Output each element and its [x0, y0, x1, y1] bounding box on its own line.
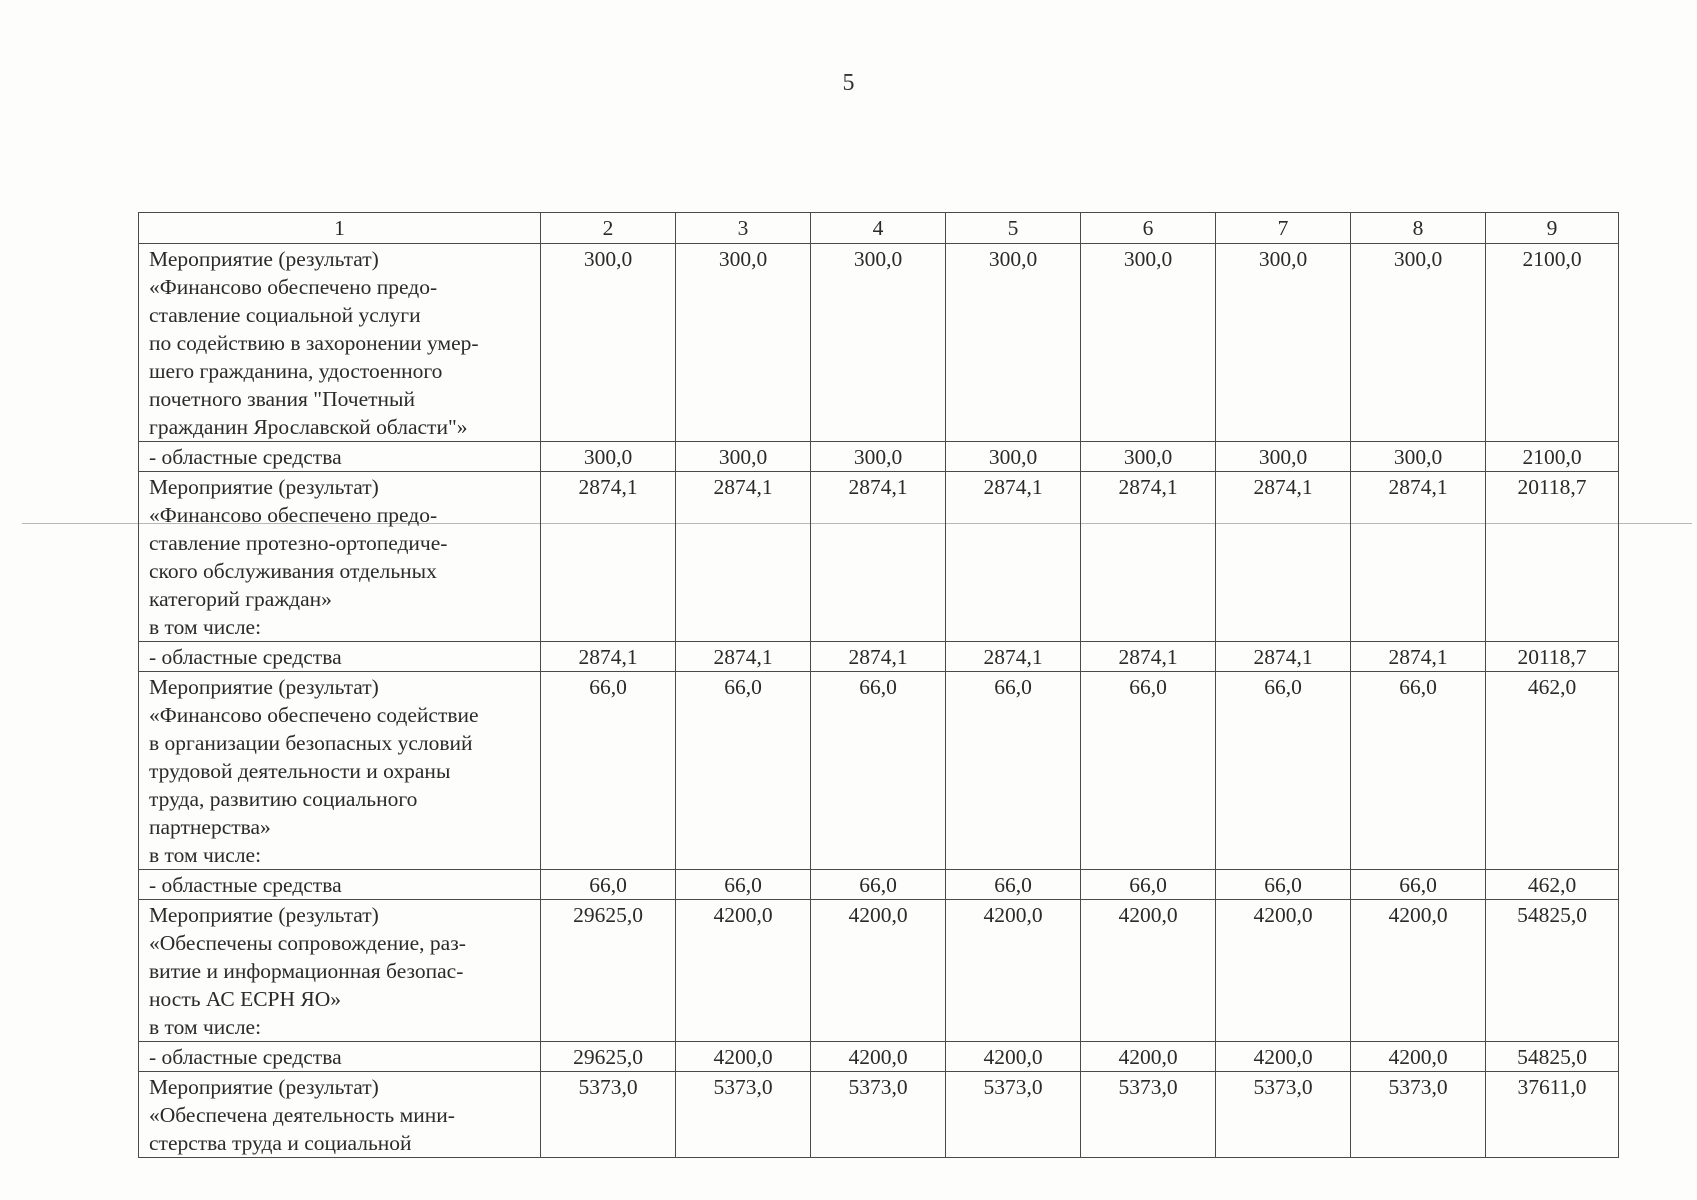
table-row-source	[139, 642, 1619, 672]
table-row-measure	[139, 900, 1619, 1042]
value-cell: 300,0	[541, 244, 676, 442]
value-cell: 300,0	[676, 244, 811, 442]
description-line: «Обеспечены сопровождение, раз-	[149, 931, 466, 955]
value-cell: 66,0	[676, 870, 811, 900]
header-cell: 1	[139, 213, 541, 244]
value-cell: 4200,0	[1081, 1042, 1216, 1072]
header-cell: 6	[1081, 213, 1216, 244]
description-line: «Финансово обеспечено предо-	[149, 275, 438, 299]
value-cell: 300,0	[811, 442, 946, 472]
description-line: Мероприятие (результат)	[149, 247, 379, 271]
description-line: «Финансово обеспечено предо-	[149, 503, 438, 527]
page-number: 5	[842, 70, 855, 96]
value-cell: 66,0	[541, 870, 676, 900]
header-cell: 7	[1216, 213, 1351, 244]
description-line: труда, развитию социального	[149, 787, 418, 811]
value-cell: 4200,0	[811, 1042, 946, 1072]
description-cell	[139, 900, 541, 1042]
value-cell: 2874,1	[676, 642, 811, 672]
description-cell	[139, 870, 541, 900]
description-line: категорий граждан»	[149, 587, 332, 611]
header-cell: 8	[1351, 213, 1486, 244]
value-cell: 300,0	[1081, 442, 1216, 472]
value-cell: 29625,0	[541, 1042, 676, 1072]
value-cell: 2874,1	[1351, 472, 1486, 642]
description-line: «Обеспечена деятельность мини-	[149, 1103, 455, 1127]
table-body	[139, 213, 1619, 1158]
value-cell: 4200,0	[946, 900, 1081, 1042]
value-cell: 66,0	[811, 870, 946, 900]
value-cell: 66,0	[541, 672, 676, 870]
description-line: в том числе:	[149, 615, 262, 639]
table-row-measure	[139, 672, 1619, 870]
table-row-source	[139, 870, 1619, 900]
description-cell	[139, 1072, 541, 1158]
value-cell: 2874,1	[946, 472, 1081, 642]
value-cell: 5373,0	[1216, 1072, 1351, 1158]
value-cell: 2874,1	[811, 642, 946, 672]
value-cell: 2874,1	[946, 642, 1081, 672]
value-cell: 4200,0	[676, 1042, 811, 1072]
description-line: Мероприятие (результат)	[149, 903, 379, 927]
description-line: ставление протезно-ортопедиче-	[149, 531, 448, 555]
value-cell: 2874,1	[1081, 472, 1216, 642]
value-cell: 20118,7	[1486, 642, 1619, 672]
header-cell: 3	[676, 213, 811, 244]
value-cell: 4200,0	[1216, 1042, 1351, 1072]
value-cell: 66,0	[1081, 672, 1216, 870]
value-cell: 4200,0	[676, 900, 811, 1042]
description-cell	[139, 672, 541, 870]
value-cell: 66,0	[1081, 870, 1216, 900]
value-cell: 300,0	[1081, 244, 1216, 442]
value-cell: 300,0	[1216, 442, 1351, 472]
value-cell: 2874,1	[541, 642, 676, 672]
value-cell: 4200,0	[946, 1042, 1081, 1072]
description-line: партнерства»	[149, 815, 271, 839]
description-line: шего гражданина, удостоенного	[149, 359, 443, 383]
table-row-source	[139, 442, 1619, 472]
value-cell: 37611,0	[1486, 1072, 1619, 1158]
description-line: «Финансово обеспечено содействие	[149, 703, 479, 727]
value-cell: 2874,1	[541, 472, 676, 642]
value-cell: 29625,0	[541, 900, 676, 1042]
value-cell: 300,0	[1216, 244, 1351, 442]
value-cell: 66,0	[1216, 672, 1351, 870]
description-line: ставление социальной услуги	[149, 303, 421, 327]
value-cell: 300,0	[676, 442, 811, 472]
description-cell	[139, 1042, 541, 1072]
description-line: в том числе:	[149, 1015, 262, 1039]
value-cell: 300,0	[541, 442, 676, 472]
value-cell: 4200,0	[1216, 900, 1351, 1042]
value-cell: 66,0	[1216, 870, 1351, 900]
value-cell: 2874,1	[1351, 642, 1486, 672]
value-cell: 66,0	[1351, 870, 1486, 900]
value-cell: 66,0	[946, 870, 1081, 900]
value-cell: 2874,1	[1081, 642, 1216, 672]
value-cell: 2874,1	[811, 472, 946, 642]
description-line: почетного звания "Почетный	[149, 387, 415, 411]
description-line: Мероприятие (результат)	[149, 675, 379, 699]
description-line: в том числе:	[149, 843, 262, 867]
value-cell: 5373,0	[811, 1072, 946, 1158]
value-cell: 5373,0	[541, 1072, 676, 1158]
description-line: трудовой деятельности и охраны	[149, 759, 451, 783]
header-cell: 4	[811, 213, 946, 244]
value-cell: 54825,0	[1486, 1042, 1619, 1072]
value-cell: 66,0	[946, 672, 1081, 870]
header-cell: 9	[1486, 213, 1619, 244]
value-cell: 66,0	[1351, 672, 1486, 870]
description-cell	[139, 472, 541, 642]
header-cell: 2	[541, 213, 676, 244]
value-cell: 300,0	[946, 442, 1081, 472]
description-line: ского обслуживания отдельных	[149, 559, 437, 583]
value-cell: 4200,0	[1351, 1042, 1486, 1072]
description-cell	[139, 244, 541, 442]
value-cell: 5373,0	[1081, 1072, 1216, 1158]
description-line: гражданин Ярославской области"»	[149, 415, 468, 439]
description-line: Мероприятие (результат)	[149, 1075, 379, 1099]
description-line: - областные средства	[149, 873, 342, 897]
table-header-row	[139, 213, 1619, 244]
description-line: в организации безопасных условий	[149, 731, 473, 755]
description-line: Мероприятие (результат)	[149, 475, 379, 499]
value-cell: 300,0	[1351, 244, 1486, 442]
description-cell	[139, 642, 541, 672]
description-line: ность АС ЕСРН ЯО»	[149, 987, 342, 1011]
value-cell: 2100,0	[1486, 442, 1619, 472]
description-line: витие и информационная безопас-	[149, 959, 464, 983]
description-line: - областные средства	[149, 445, 342, 469]
table-row-measure	[139, 472, 1619, 642]
description-cell	[139, 442, 541, 472]
value-cell: 300,0	[811, 244, 946, 442]
value-cell: 4200,0	[1081, 900, 1216, 1042]
value-cell: 462,0	[1486, 870, 1619, 900]
value-cell: 2874,1	[676, 472, 811, 642]
value-cell: 300,0	[1351, 442, 1486, 472]
header-cell: 5	[946, 213, 1081, 244]
value-cell: 5373,0	[946, 1072, 1081, 1158]
value-cell: 66,0	[811, 672, 946, 870]
value-cell: 54825,0	[1486, 900, 1619, 1042]
value-cell: 462,0	[1486, 672, 1619, 870]
value-cell: 66,0	[676, 672, 811, 870]
value-cell: 300,0	[946, 244, 1081, 442]
table-row-measure	[139, 1072, 1619, 1158]
table-row-source	[139, 1042, 1619, 1072]
description-line: стерства труда и социальной	[149, 1131, 412, 1155]
value-cell: 5373,0	[1351, 1072, 1486, 1158]
description-line: - областные средства	[149, 645, 342, 669]
value-cell: 2100,0	[1486, 244, 1619, 442]
value-cell: 4200,0	[811, 900, 946, 1042]
description-line: - областные средства	[149, 1045, 342, 1069]
budget-table	[138, 212, 1619, 1158]
description-line: по содействию в захоронении умер-	[149, 331, 479, 355]
value-cell: 5373,0	[676, 1072, 811, 1158]
value-cell: 2874,1	[1216, 472, 1351, 642]
value-cell: 20118,7	[1486, 472, 1619, 642]
value-cell: 4200,0	[1351, 900, 1486, 1042]
value-cell: 2874,1	[1216, 642, 1351, 672]
table-row-measure	[139, 244, 1619, 442]
